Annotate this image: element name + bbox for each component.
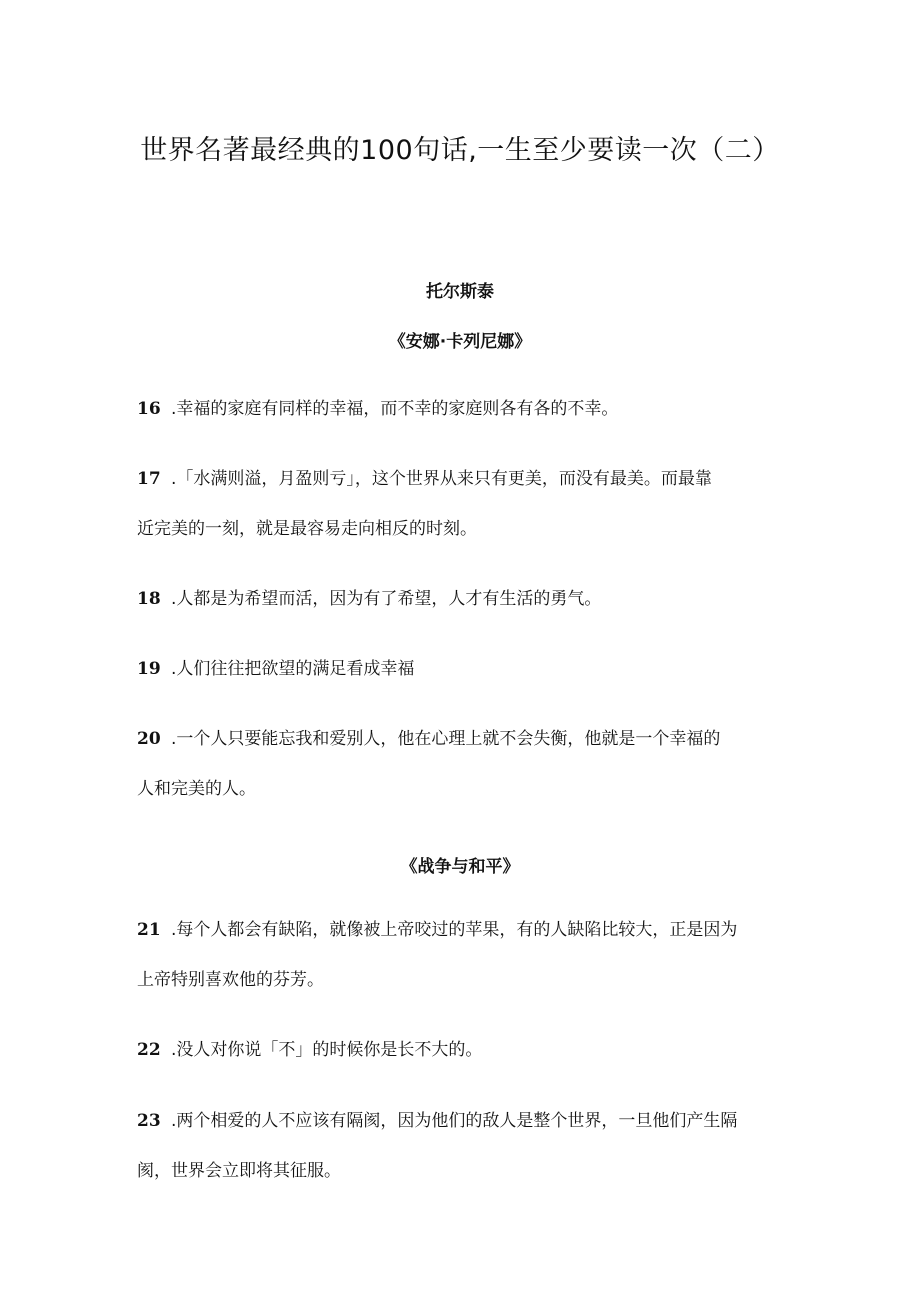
quote-21 — [137, 905, 797, 1005]
quote-line-continued: 人和完美的人。 — [137, 779, 256, 799]
author-heading: 托尔斯泰 — [426, 282, 494, 302]
quote-text: .两个相爱的人不应该有隔阂，因为他们的敌人是整个世界，一旦他们产生隔 — [171, 1111, 738, 1131]
quote-line — [137, 384, 797, 434]
quote-22 — [137, 1025, 797, 1075]
quote-line-continued: 阂，世界会立即将其征服。 — [137, 1161, 341, 1181]
quote-text: .人们往往把欲望的满足看成幸福 — [171, 659, 415, 679]
quote-17 — [137, 454, 797, 554]
quote-23 — [137, 1096, 797, 1196]
quote-text: .每个人都会有缺陷，就像被上帝咬过的苹果，有的人缺陷比较大，正是因为 — [171, 920, 738, 940]
quote-number: 18 — [137, 589, 161, 609]
quote-text: .一个人只要能忘我和爱别人，他在心理上就不会失衡，他就是一个幸福的 — [171, 729, 721, 749]
quote-text: .幸福的家庭有同样的幸福，而不幸的家庭则各有各的不幸。 — [171, 399, 619, 419]
quote-number: 20 — [137, 729, 161, 749]
quote-line — [137, 1096, 797, 1146]
quote-line — [137, 905, 797, 955]
quote-16 — [137, 384, 797, 434]
work-title-anna-karenina: 《安娜·卡列尼娜》 — [388, 332, 532, 352]
quote-line-continued: 上帝特别喜欢他的芬芳。 — [137, 970, 324, 990]
quote-text: .人都是为希望而活，因为有了希望，人才有生活的勇气。 — [171, 589, 602, 609]
quote-number: 19 — [137, 659, 161, 679]
quote-19 — [137, 644, 797, 694]
quote-line — [137, 454, 797, 504]
work-title-war-and-peace: 《战争与和平》 — [400, 857, 520, 877]
page-title: 世界名著最经典的100句话,一生至少要读一次（二） — [140, 135, 780, 166]
quote-number: 17 — [137, 469, 161, 489]
quote-number: 16 — [137, 399, 161, 419]
quote-number: 23 — [137, 1111, 161, 1131]
quote-number: 21 — [137, 920, 161, 940]
quote-number: 22 — [137, 1040, 161, 1060]
quote-text: .没人对你说「不」的时候你是长不大的。 — [171, 1040, 483, 1060]
quote-20 — [137, 714, 797, 814]
quote-text: .「水满则溢，月盈则亏」，这个世界从来只有更美，而没有最美。而最靠 — [171, 469, 712, 489]
quote-line — [137, 714, 797, 764]
quote-line-continued: 近完美的一刻，就是最容易走向相反的时刻。 — [137, 519, 477, 539]
quote-line — [137, 1025, 797, 1075]
quote-18 — [137, 574, 797, 624]
quote-line — [137, 574, 797, 624]
quote-line — [137, 644, 797, 694]
